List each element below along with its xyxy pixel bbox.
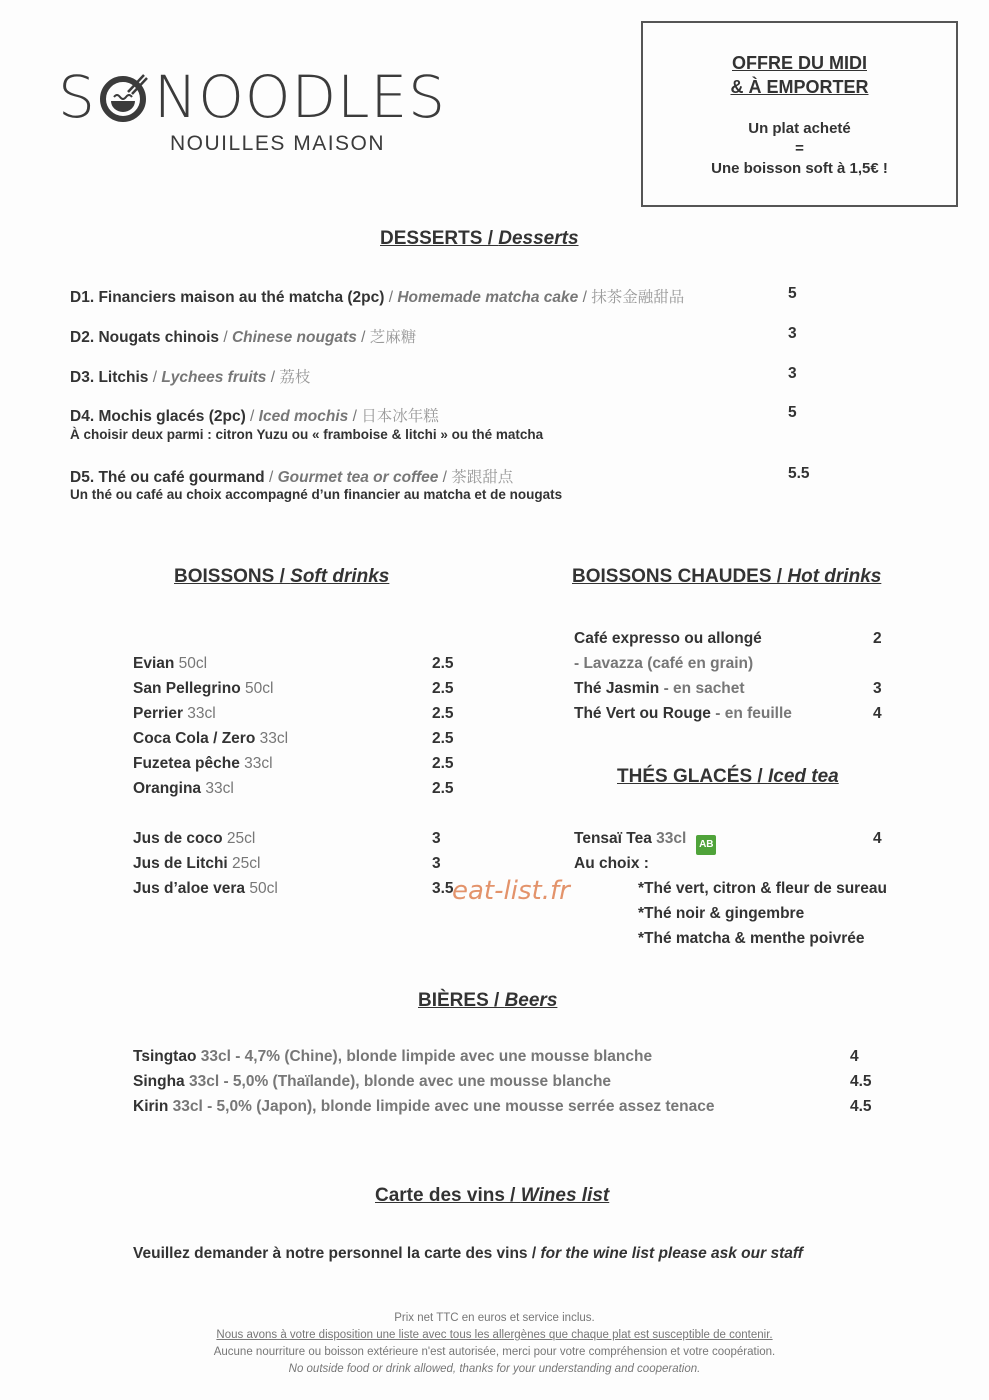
dessert-price-d5: 5.5 bbox=[788, 465, 810, 482]
soft-drink-price: 2.5 bbox=[432, 730, 454, 747]
hot-drink-item-lavazza: - Lavazza (café en grain) bbox=[574, 655, 754, 672]
footer-outside-food-en: No outside food or drink allowed, thanks for your understanding and cooperation. bbox=[288, 1363, 701, 1375]
iced-tea-tensai: Tensaï Tea 33cl AB bbox=[574, 830, 716, 855]
hot-drink-price: 3 bbox=[873, 680, 882, 697]
dessert-note-d5: Un thé ou café au choix accompagné d’un financier au matcha et de nougats bbox=[70, 487, 563, 502]
soft-drink-price: 2.5 bbox=[432, 655, 454, 672]
dessert-note-d4: À choisir deux parmi : citron Yuzu ou « framboise & litchi » ou thé matcha bbox=[70, 427, 544, 442]
footer-allergens-link[interactable]: Nous avons à votre disposition une liste avec tous les allergènes que chaque plat est susceptible de contenir. bbox=[216, 1329, 773, 1341]
beer-price: 4.5 bbox=[850, 1098, 872, 1115]
juice-item: Jus d’aloe vera 50cl bbox=[133, 880, 278, 897]
dessert-item-d5: D5. Thé ou café gourmand / Gourmet tea or coffee / 茶跟甜点 bbox=[70, 468, 514, 486]
dessert-price-d4: 5 bbox=[788, 404, 797, 421]
soft-drink-item: Coca Cola / Zero 33cl bbox=[133, 730, 289, 747]
hot-drink-price: 4 bbox=[873, 705, 882, 722]
iced-tea-flavor: *Thé noir & gingembre bbox=[638, 905, 805, 922]
watermark: eat-list.fr bbox=[452, 876, 570, 906]
dessert-item-d2: D2. Nougats chinois / Chinese nougats / 芝麻糖 bbox=[70, 328, 417, 346]
offer-line1: Un plat acheté bbox=[748, 120, 851, 137]
brand-name bbox=[58, 62, 528, 132]
soft-drink-item: Fuzetea pêche 33cl bbox=[133, 755, 273, 772]
soft-drink-price: 2.5 bbox=[432, 780, 454, 797]
soft-drink-item: Perrier 33cl bbox=[133, 705, 216, 722]
juice-price: 3.5 bbox=[432, 880, 454, 897]
beer-price: 4.5 bbox=[850, 1073, 872, 1090]
organic-label-icon: AB bbox=[696, 835, 716, 855]
iced-tea-choice-label: Au choix : bbox=[574, 855, 649, 872]
soft-drinks-heading: BOISSONS / Soft drinks bbox=[174, 566, 390, 587]
iced-tea-heading: THÉS GLACÉS / Iced tea bbox=[617, 766, 839, 787]
offer-line3: Une boisson soft à 1,5€ ! bbox=[711, 160, 888, 177]
soft-drink-price: 2.5 bbox=[432, 755, 454, 772]
hot-drink-item-jasmin: Thé Jasmin - en sachet bbox=[574, 680, 745, 697]
soft-drink-item: Evian 50cl bbox=[133, 655, 208, 672]
desserts-heading: DESSERTS / Desserts bbox=[380, 228, 579, 249]
noodle-bowl-icon bbox=[98, 72, 148, 122]
iced-tea-flavor: *Thé matcha & menthe poivrée bbox=[638, 930, 865, 947]
juice-item: Jus de coco 25cl bbox=[133, 830, 256, 847]
juice-item: Jus de Litchi 25cl bbox=[133, 855, 261, 872]
hot-drink-item-espresso: Café expresso ou allongé bbox=[574, 630, 762, 647]
lunch-offer-box bbox=[641, 21, 958, 207]
offer-title-line2: & À EMPORTER bbox=[730, 77, 869, 97]
hot-drink-item-green-red: Thé Vert ou Rouge - en feuille bbox=[574, 705, 792, 722]
wines-note: Veuillez demander à notre personnel la carte des vins / for the wine list please ask our staff bbox=[133, 1245, 803, 1262]
iced-tea-flavor: *Thé vert, citron & fleur de sureau bbox=[638, 880, 887, 897]
juice-price: 3 bbox=[432, 830, 441, 847]
footer-outside-food-fr: Aucune nourriture ou boisson extérieure n'est autorisée, merci pour votre compréhension et votre coopération. bbox=[213, 1346, 776, 1358]
dessert-price-d1: 5 bbox=[788, 285, 797, 302]
brand-tagline: NOUILLES MAISON bbox=[170, 132, 386, 155]
offer-line2: = bbox=[795, 140, 804, 157]
offer-title-line1: OFFRE DU MIDI bbox=[732, 53, 867, 73]
soft-drink-price: 2.5 bbox=[432, 705, 454, 722]
beer-item: Kirin 33cl - 5,0% (Japon), blonde limpide avec une mousse serrée assez tenace bbox=[133, 1098, 715, 1115]
soft-drink-item: San Pellegrino 50cl bbox=[133, 680, 274, 697]
hot-drink-price: 2 bbox=[873, 630, 882, 647]
soft-drink-price: 2.5 bbox=[432, 680, 454, 697]
dessert-item-d4: D4. Mochis glacés (2pc) / Iced mochis / 日本冰年糕 bbox=[70, 407, 439, 425]
wines-heading: Carte des vins / Wines list bbox=[375, 1185, 610, 1206]
juice-price: 3 bbox=[432, 855, 441, 872]
beer-item: Tsingtao 33cl - 4,7% (Chine), blonde limpide avec une mousse blanche bbox=[133, 1048, 653, 1065]
beers-heading: BIÈRES / Beers bbox=[418, 990, 558, 1011]
beer-item: Singha 33cl - 5,0% (Thaïlande), blonde avec une mousse blanche bbox=[133, 1073, 612, 1090]
dessert-item-d3: D3. Litchis / Lychees fruits / 荔枝 bbox=[70, 368, 311, 386]
footer-price-note: Prix net TTC en euros et service inclus. bbox=[394, 1312, 595, 1324]
soft-drink-item: Orangina 33cl bbox=[133, 780, 234, 797]
brand-name-noodles: NOODLES bbox=[153, 63, 446, 131]
dessert-price-d3: 3 bbox=[788, 365, 797, 382]
brand-name-s: S bbox=[58, 63, 96, 131]
iced-tea-price: 4 bbox=[873, 830, 882, 847]
hot-drinks-heading: BOISSONS CHAUDES / Hot drinks bbox=[572, 566, 882, 587]
brand-logo bbox=[58, 62, 528, 156]
dessert-item-d1: D1. Financiers maison au thé matcha (2pc) / Homemade matcha cake / 抹茶金融甜品 bbox=[70, 288, 685, 306]
beer-price: 4 bbox=[850, 1048, 859, 1065]
dessert-price-d2: 3 bbox=[788, 325, 797, 342]
